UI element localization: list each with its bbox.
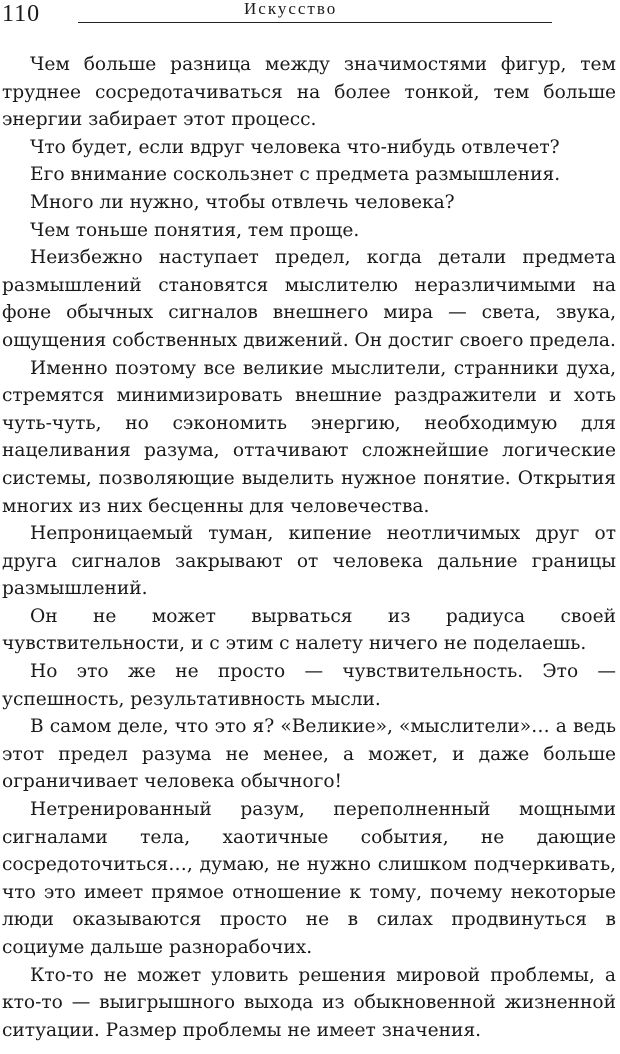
paragraph: Он не может вырваться из радиуса своей чувствительности, и с этим с налету ничего не поделаешь. — [2, 605, 616, 655]
running-title: Искусство — [244, 0, 338, 18]
body-text — [2, 51, 616, 1044]
paragraph: В самом деле, что это я? «Великие», «мыслители»… а ведь этот предел разума не менее, а может, и даже больше ограничивает человека обычного! — [2, 716, 616, 793]
paragraph: Кто-то не может уловить решения мировой проблемы, а кто-то — выигрышного выхода из обыкновенной жизненной ситуации. Размер проблемы не имеет значения. — [2, 964, 616, 1041]
page-header — [0, 0, 620, 28]
page-number: 110 — [2, 1, 41, 27]
paragraph: Что будет, если вдруг человека что-нибудь отвлечет? — [30, 136, 560, 158]
paragraph: Но это же не просто — чувствительность. Это — успешность, результативность мысли. — [2, 661, 616, 710]
paragraph: Непроницаемый туман, кипение неотличимых друг от друга сигналов закрывают от человека дальние границы размышлений. — [2, 523, 616, 600]
paragraph: Много ли нужно, чтобы отвлечь человека? — [30, 191, 455, 213]
paragraph: Чем больше разница между значимостями фигур, тем труднее сосредотачиваться на более тонкой, тем больше энергии забирает этот процесс. — [2, 54, 616, 131]
paragraph: Чем тоньше понятия, тем проще. — [30, 219, 360, 241]
paragraph: Неизбежно наступает предел, когда детали предмета размышлений становятся мыслителю неразличимыми на фоне обычных сигналов внешнего мира — света, звука, ощущения собственных движений. Он достиг своего предела. — [2, 247, 616, 351]
paragraph: Нетренированный разум, переполненный мощными сигналами тела, хаотичные события, не дающие сосредоточиться…, думаю, не нужно слишком подчеркивать, что это имеет прямое отношение к тому, почему некоторые люди оказываются просто не в силах продвинуться в социуме дальше разнорабочих. — [2, 799, 616, 958]
header-rule — [78, 22, 552, 23]
paragraph: Именно поэтому все великие мыслители, странники духа, стремятся минимизировать внешние раздражители и хоть чуть-чуть, но сэкономить энергию, необходимую для нацеливания разума, оттачивают сложнейшие логические системы, позволяющие выделить нужное понятие. Открытия многих из них бесценны для человечества. — [2, 357, 616, 517]
paragraph: Его внимание соскользнет с предмета размышления. — [30, 164, 561, 186]
